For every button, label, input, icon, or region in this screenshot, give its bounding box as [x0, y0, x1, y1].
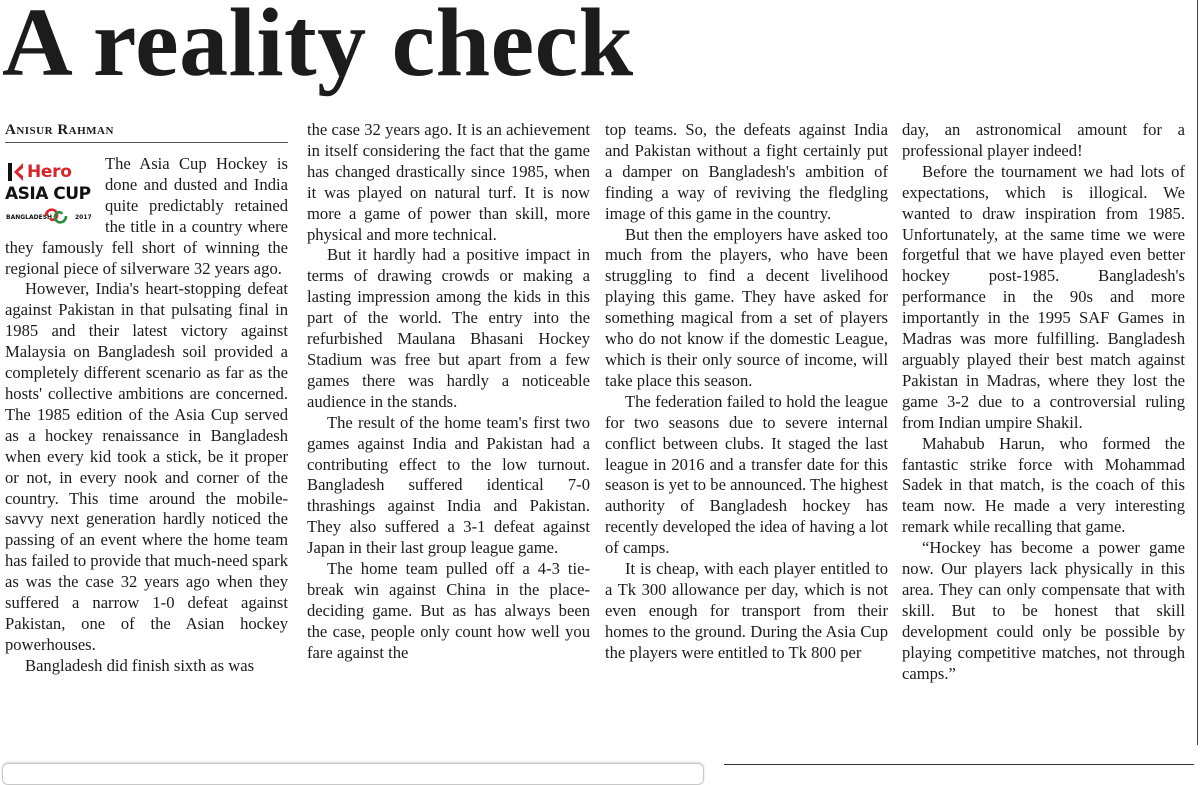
paragraph: The result of the home team's first two games against India and Pakistan had a contributing effect to the low turnout. Bangladesh suffered identical 7-0 thrashings against India and Pakistan. They also suffered a 3-1 defeat against Japan in their last group league game.: [307, 412, 590, 558]
page-edge-divider: [1197, 0, 1198, 745]
paragraph: top teams. So, the defeats against India and Pakistan without a fight certainly put a damper on Bangladesh's ambition of finding a way of reviving the fledgling image of this game in the country.: [605, 120, 888, 223]
logo-country-text: BANGLADESH: [6, 214, 53, 221]
bottom-divider: [724, 764, 1194, 765]
hero-logo-icon: [7, 162, 25, 182]
logo-year-text: 2017: [75, 214, 92, 221]
paragraph: day, an astronomical amount for a professional player indeed!: [902, 120, 1185, 160]
paragraph: “Hockey has become a power game now. Our players lack physically in this area. They can only compensate that with skill. But to be honest that skill development could only be possible by playing competitive matches, not through camps.”: [902, 538, 1185, 683]
logo-swirl-icon: [43, 205, 69, 227]
paragraph: It is cheap, with each player entitled to a Tk 300 allowance per day, which is not even enough for transport from their homes to the ground. During the Asia Cup the players were entitled to Tk 800 per: [605, 559, 888, 662]
article-column-2: [307, 120, 590, 664]
headline: A reality check: [2, 0, 634, 97]
paragraph: the case 32 years ago. It is an achievement in itself considering the fact that the game has changed drastically since 1985, when it was played on natural turf. It is now more a game of power than skill, more physical and more technical.: [307, 120, 590, 244]
byline-divider: [5, 142, 288, 143]
logo-brand-text: Hero: [27, 162, 72, 182]
byline: Anisur Rahman: [5, 122, 114, 138]
paragraph: Mahabub Harun, who formed the fantastic strike force with Mohammad Sadek in that match, is the coach of this team now. He made a very interesting remark while recalling that game.: [902, 433, 1185, 537]
paragraph: Bangladesh did finish sixth as was: [25, 655, 255, 675]
article-column-1: [5, 154, 288, 677]
paragraph: The federation failed to hold the league for two seasons due to severe internal conflict between clubs. It staged the last league in 2016 and a transfer date for this season is yet to be announced. The highest authority of Bangladesh hockey has recently developed the idea of having a lot of camps.: [605, 391, 888, 558]
logo-event-text: ASIA CUP: [5, 184, 91, 204]
article-column-4: [902, 120, 1185, 684]
paragraph: But it hardly had a positive impact in terms of drawing crowds or making a lasting impression among the kids in this part of the world. The entry into the refurbished Maulana Bhasani Hockey Stadium was free but apart from a few games there was hardly a noticeable audience in the stands.: [307, 245, 590, 411]
paragraph: The home team pulled off a 4-3 tie-break win against China in the place-deciding game. But as has always been the case, people only count how well you fare against the: [307, 559, 590, 662]
paragraph: The Asia Cup Hockey is done and dusted and India quite predictably retained the title in a country where they famously fell short of winning the regional piece of silverware 32 years ago.: [5, 154, 288, 278]
next-article-frame: [2, 763, 704, 785]
paragraph: Before the tournament we had lots of expectations, which is illogical. We wanted to draw inspiration from 1985. Unfortunately, at the same time we were forgetful that we have played even better hockey post-1985. Bangladesh's performance in the 90s and more importantly in the 1995 SAF Games in Madras was more fulfilling. Bangladesh arguably played their best match against Pakistan in Madras, where they lost the game 3-2 due to a controversial ruling from Indian umpire Shakil.: [902, 161, 1185, 432]
article-column-3: [605, 120, 888, 664]
paragraph: However, India's heart-stopping defeat against Pakistan in that pulsating final in 1985 and their latest victory against Malaysia on Bangladesh soil provided a completely different scenario as far as the hosts' collective ambitions are concerned. The 1985 edition of the Asia Cup served as a hockey renaissance in Bangladesh when every kid took a stick, be it proper or not, in every nook and corner of the country. This time around the mobile-savvy next generation hardly noticed the passing of an event where the home team has failed to provide that much-need spark as was the case 32 years ago when they suffered a narrow 1-0 defeat against Pakistan, one of the Asian hockey powerhouses.: [5, 279, 288, 654]
asia-cup-logo: [5, 156, 97, 232]
paragraph: But then the employers have asked too much from the players, who have been struggling to find a decent livelihood playing this game. They have asked for something magical from a set of players who do not know if the domestic League, which is their only source of income, will take place this season.: [605, 224, 888, 390]
